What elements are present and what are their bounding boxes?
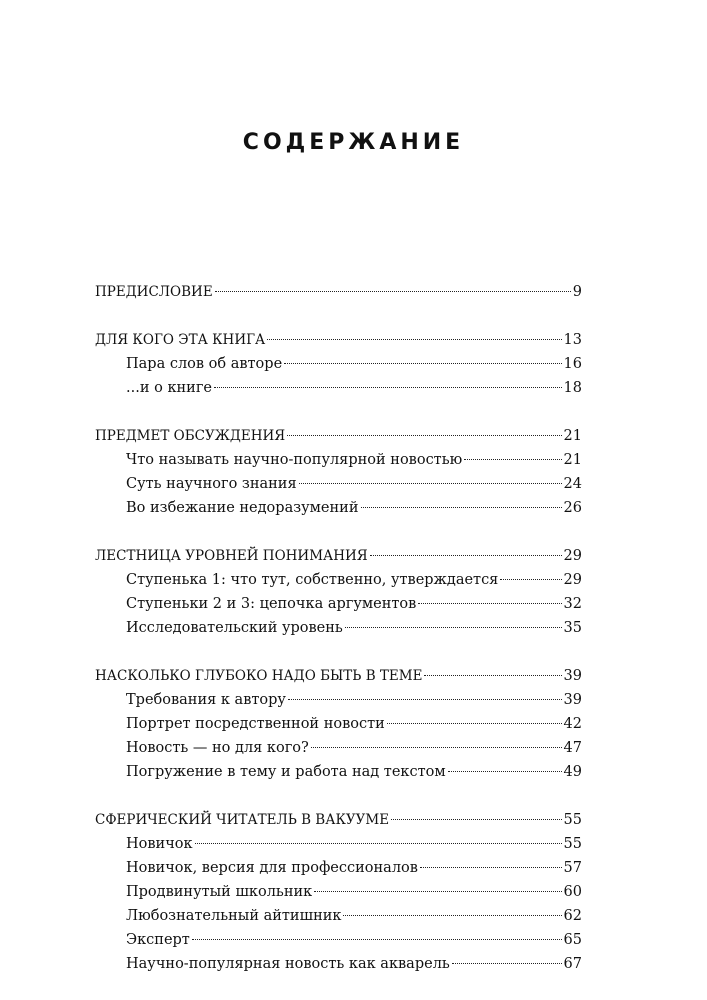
dot-leader [343, 915, 561, 916]
toc-subentry [95, 856, 582, 880]
subentry-title: Портрет посредственной новости [126, 716, 385, 732]
table-of-contents [95, 280, 582, 1000]
toc-subentry [95, 568, 582, 592]
dot-leader [370, 555, 562, 556]
dot-leader [391, 819, 561, 820]
toc-subentry [95, 376, 582, 400]
dot-leader [311, 747, 562, 748]
subentry-title: Ступеньки 2 и 3: цепочка аргументов [126, 596, 417, 612]
subentry-title: Исследовательский уровень [126, 620, 343, 636]
toc-subentry [95, 880, 582, 904]
page-number: 62 [563, 908, 582, 924]
page-number: 16 [563, 356, 582, 372]
page-number: 42 [563, 716, 582, 732]
subentry-title: Ступенька 1: что тут, собственно, утверждается [126, 572, 499, 588]
chapter-title: ДЛЯ КОГО ЭТА КНИГА [95, 332, 266, 348]
toc-subentry [95, 592, 582, 616]
subentry-title: ...и о книге [126, 380, 213, 396]
subentry-title: Продвинутый школьник [126, 884, 313, 900]
toc-subentry [95, 760, 582, 784]
toc-subentry [95, 952, 582, 976]
toc-chapter-entry [95, 328, 582, 352]
dot-leader [195, 843, 562, 844]
subentry-title: Что называть научно-популярной новостью [126, 452, 463, 468]
subentry-title: Любознательный айтишник [126, 908, 342, 924]
toc-chapter-entry [95, 424, 582, 448]
page-number: 21 [563, 428, 582, 444]
page-number: 39 [563, 668, 582, 684]
dot-leader [448, 771, 562, 772]
toc-subentry [95, 352, 582, 376]
chapter-title: СФЕРИЧЕСКИЙ ЧИТАТЕЛЬ В ВАКУУМЕ [95, 812, 390, 828]
page-number: 57 [563, 860, 582, 876]
page-number: 13 [563, 332, 582, 348]
page-number: 9 [572, 284, 582, 300]
page-number: 21 [563, 452, 582, 468]
toc-subentry [95, 736, 582, 760]
dot-leader [361, 507, 562, 508]
toc-section [95, 424, 582, 520]
toc-section [95, 664, 582, 784]
toc-subentry [95, 832, 582, 856]
toc-chapter-entry [95, 808, 582, 832]
subentry-title: Новичок, версия для профессионалов [126, 860, 418, 876]
page-title: СОДЕРЖАНИЕ [242, 130, 465, 155]
chapter-title: НАСКОЛЬКО ГЛУБОКО НАДО БЫТЬ В ТЕМЕ [95, 668, 423, 684]
toc-subentry [95, 688, 582, 712]
toc-subentry [95, 472, 582, 496]
subentry-title: Научно-популярная новость как акварель [126, 956, 450, 972]
page-number: 26 [563, 500, 582, 516]
page-number: 55 [563, 836, 582, 852]
toc-chapter-entry [95, 280, 582, 304]
dot-leader [464, 459, 561, 460]
page-number: 29 [563, 548, 582, 564]
page-number: 65 [563, 932, 582, 948]
subentry-title: Суть научного знания [126, 476, 297, 492]
dot-leader [452, 963, 562, 964]
subentry-title: Новость — но для кого? [126, 740, 309, 756]
dot-leader [387, 723, 562, 724]
page-number: 24 [563, 476, 582, 492]
dot-leader [500, 579, 561, 580]
toc-subentry [95, 616, 582, 640]
dot-leader [287, 435, 561, 436]
page-number: 39 [563, 692, 582, 708]
dot-leader [345, 627, 562, 628]
subentry-title: Эксперт [126, 932, 190, 948]
subentry-title: Требования к автору [126, 692, 286, 708]
page-number: 18 [563, 380, 582, 396]
dot-leader [288, 699, 562, 700]
dot-leader [420, 867, 562, 868]
dot-leader [267, 339, 561, 340]
toc-subentry [95, 712, 582, 736]
toc-section [95, 544, 582, 640]
page-number: 47 [563, 740, 582, 756]
page-number: 29 [563, 572, 582, 588]
page-number: 49 [563, 764, 582, 780]
dot-leader [424, 675, 561, 676]
subentry-title: Во избежание недоразумений [126, 500, 359, 516]
toc-subentry [95, 448, 582, 472]
dot-leader [215, 291, 571, 292]
subentry-title: Новичок [126, 836, 193, 852]
chapter-title: ПРЕДМЕТ ОБСУЖДЕНИЯ [95, 428, 286, 444]
toc-chapter-entry [95, 544, 582, 568]
page-number: 35 [563, 620, 582, 636]
subentry-title: Погружение в тему и работа над текстом [126, 764, 446, 780]
dot-leader [214, 387, 562, 388]
toc-section [95, 280, 582, 304]
toc-subentry [95, 904, 582, 928]
chapter-title: ПРЕДИСЛОВИЕ [95, 284, 213, 300]
subentry-title: Пара слов об авторе [126, 356, 283, 372]
toc-section [95, 808, 582, 976]
dot-leader [192, 939, 562, 940]
page-number: 67 [563, 956, 582, 972]
chapter-title: ЛЕСТНИЦА УРОВНЕЙ ПОНИМАНИЯ [95, 548, 368, 564]
toc-subentry [95, 496, 582, 520]
dot-leader [418, 603, 561, 604]
toc-section [95, 328, 582, 400]
dot-leader [284, 363, 561, 364]
page-number: 60 [563, 884, 582, 900]
page-number: 32 [563, 596, 582, 612]
toc-subentry [95, 928, 582, 952]
toc-chapter-entry [95, 664, 582, 688]
dot-leader [314, 891, 561, 892]
page-number: 55 [563, 812, 582, 828]
dot-leader [299, 483, 562, 484]
